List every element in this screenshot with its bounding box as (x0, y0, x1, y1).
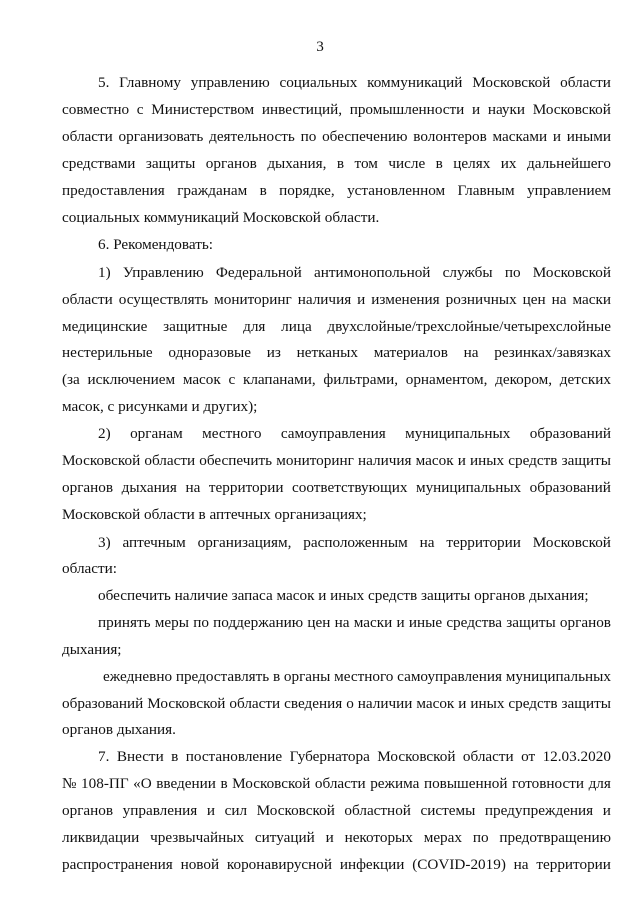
text-line: органов дыхания. (62, 721, 176, 738)
text-line: ликвидации чрезвычайных ситуаций и некоторых мерах по предотвращению (62, 829, 611, 846)
text-line: Московской области обеспечить мониторинг наличия масок и иных средств защиты (62, 452, 611, 469)
text-line: 7. Внести в постановление Губернатора Московской области от 12.03.2020 (98, 748, 611, 765)
text-line: 1) Управлению Федеральной антимонопольной службы по Московской (98, 264, 611, 281)
text-line: органов дыхания на территории соответствующих муниципальных образований (62, 479, 611, 496)
text-line: предоставления гражданам в порядке, установленном Главным управлением (62, 182, 611, 199)
text-line: области организовать деятельность по обеспечению волонтеров масками и иными (62, 128, 611, 145)
text-line: органов управления и сил Московской областной системы предупреждения и (62, 802, 611, 819)
text-line: Московской области в аптечных организациях; (62, 506, 367, 523)
text-line: 3) аптечным организациям, расположенным на территории Московской (98, 534, 611, 551)
text-line: № 108-ПГ «О введении в Московской области режима повышенной готовности для (62, 775, 611, 792)
text-line: образований Московской области сведения о наличии масок и иных средств защиты (62, 695, 611, 712)
page-number: 3 (316, 38, 324, 55)
text-line: области осуществлять мониторинг наличия и изменения розничных цен на маски (62, 291, 611, 308)
text-line: области: (62, 560, 117, 577)
text-line: социальных коммуникаций Московской области. (62, 209, 380, 226)
text-line: совместно с Министерством инвестиций, промышленности и науки Московской (62, 101, 611, 118)
text-line: масок, с рисунками и других); (62, 398, 258, 415)
text-line: (за исключением масок с клапанами, фильтрами, орнаментом, декором, детских (62, 371, 611, 388)
text-line: принять меры по поддержанию цен на маски и иные средства защиты органов (98, 614, 611, 631)
text-line: ежедневно предоставлять в органы местного самоуправления муниципальных (103, 668, 611, 685)
text-line: нестерильные одноразовые из нетканых материалов на резинках/завязках (62, 344, 611, 361)
text-line: 6. Рекомендовать: (98, 236, 213, 253)
text-line: 5. Главному управлению социальных коммуникаций Московской области (98, 74, 611, 91)
text-line: медицинские защитные для лица двухслойные/трехслойные/четырехслойные (62, 318, 611, 335)
text-line: распространения новой коронавирусной инфекции (COVID-2019) на территории (62, 856, 611, 873)
text-line: 2) органам местного самоуправления муниципальных образований (98, 425, 611, 442)
text-line: обеспечить наличие запаса масок и иных средств защиты органов дыхания; (98, 587, 589, 604)
text-line: дыхания; (62, 641, 122, 658)
text-line: средствами защиты органов дыхания, в том числе в целях их дальнейшего (62, 155, 611, 172)
